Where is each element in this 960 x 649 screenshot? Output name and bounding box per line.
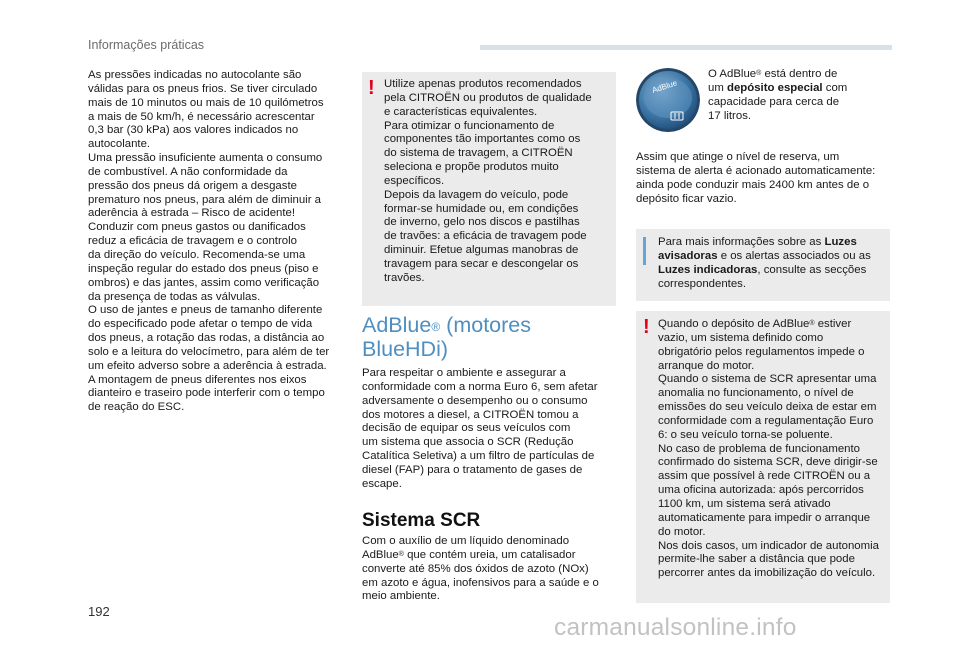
adblue-cap-label: AdBlue xyxy=(650,78,679,95)
page-number: 192 xyxy=(88,604,110,619)
warning-icon: ! xyxy=(643,316,650,338)
info-icon xyxy=(643,237,646,265)
brake-products-warning-text: Utilize apenas produtos recomendados pela CITROËN ou produtos de qualidade e características equivalentes. Para otimizar o funcionamento de componentes tão importantes como os do sistema de travagem, a CITROËN seleciona e propõe produtos muito específicos. Depois da lavagem do veículo, pode formar-se humidade ou, em condições de inverno, gelo nos discos e pastilhas de travões: a eficácia de travagem pode diminuir. Efetue algumas manobras de travagem para secar e descongelar os travões. xyxy=(384,78,592,284)
scr-section-title: Sistema SCR xyxy=(362,510,481,531)
warning-icon: ! xyxy=(368,77,375,99)
info-box-text: Para mais informações sobre as Luzes avisadoras e os alertas associados ou as Luzes indicadoras, consulte as secções correspondentes. xyxy=(658,236,871,290)
scr-text: Com o auxílio de um líquido denominado AdBlue® que contém ureia, um catalisador converte até 85% dos óxidos de azoto (NOx) em azoto e água, inofensivos para a saúde e o meio ambiente. xyxy=(362,535,599,603)
adblue-cap-image xyxy=(636,68,700,132)
adblue-tank-caption: O AdBlue® está dentro de um depósito especial com capacidade para cerca de 17 litros. xyxy=(708,68,848,122)
reserve-level-text: Assim que atinge o nível de reserva, um sistema de alerta é acionado automaticamente: ainda pode conduzir mais 2400 km antes de o depósito ficar vazio. xyxy=(636,151,876,205)
page-header-title: Informações práticas xyxy=(88,38,205,52)
adblue-cap-icon xyxy=(636,68,700,132)
adblue-intro-text: Para respeitar o ambiente e assegurar a conformidade com a norma Euro 6, sem afetar adversamente o desempenho ou o consumo dos motores a diesel, a CITROËN tomou a decisão de equipar os seus veículos com um sistema que associa o SCR (Redução Catalítica Seletiva) a um filtro de partículas de diesel (FAP) para o tratamento de gases de escape. xyxy=(362,367,598,490)
adblue-empty-warning-text: Quando o depósito de AdBlue® estiver vazio, um sistema definido como obrigatório pelos regulamentos impede o arranque do motor. Quando o sistema de SCR apresentar uma anomalia no funcionamento, o nível de emissões do seu veículo deixa de estar em conformidade com a regulamentação Euro 6: o seu veículo torna-se poluente. No caso de problema de funcionamento confirmado do sistema SCR, deve dirigir-se assim que possível à rede CITROËN ou a uma oficina autorizada: após percorridos 1100 km, um sistema será ativado automaticamente para impedir o arranque do motor. Nos dois casos, um indicador de autonomia permite-lhe saber a distância que pode percorrer antes da imobilização do veículo. xyxy=(658,318,879,580)
header-accent-bar xyxy=(480,45,892,50)
tyre-pressure-text: As pressões indicadas no autocolante são válidas para os pneus frios. Se tiver circulado mais de 10 minutos ou mais de 10 quilómetros a mais de 50 km/h, é necessário acrescentar 0,3 bar (30 kPa) aos valores indicados no autocolante. Uma pressão insuficiente aumenta o consumo de combustível. A não conformidade da pressão dos pneus dá origem a desgaste prematuro nos pneus, para além de diminuir a aderência à estrada – Risco de acidente! Conduzir com pneus gastos ou danificados reduz a eficácia de travagem e o controlo da direção do veículo. Recomenda-se uma inspeção regular do estado dos pneus (piso e ombros) e das jantes, assim como verificação da presença de todas as válvulas. O uso de jantes e pneus de tamanho diferente do especificado pode afetar o tempo de vida dos pneus, a rotação das rodas, a distância ao solo e a leitura do velocímetro, para além de ter um efeito adverso sobre a aderência à estrada. A montagem de pneus diferentes nos eixos dianteiro e traseiro pode interferir com o tempo de reação do ESC. xyxy=(88,69,330,414)
adblue-section-title: AdBlue® (motores BlueHDi) xyxy=(362,313,531,361)
watermark: carmanualsonline.info xyxy=(554,614,797,641)
